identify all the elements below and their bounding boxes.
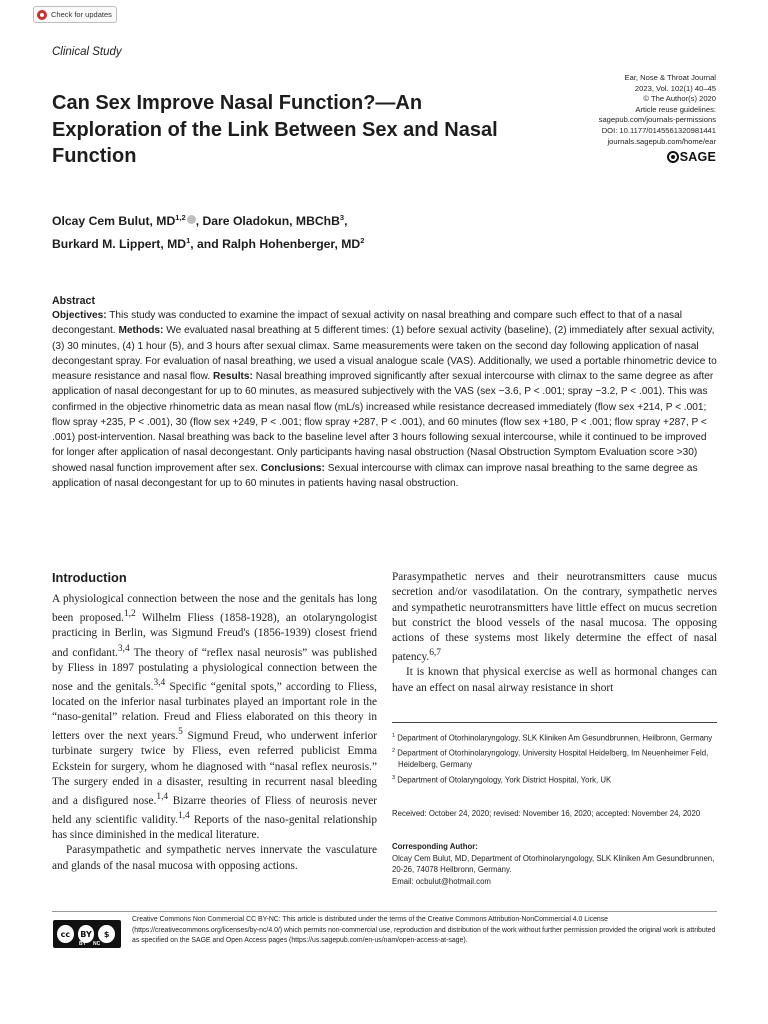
copyright: © The Author(s) 2020 <box>643 94 716 104</box>
abstract-heading: Abstract <box>52 295 95 307</box>
author-2[interactable]: , Dare Oladokun, MBChB <box>195 214 340 229</box>
corresponding-address: Olcay Cem Bulut, MD, Department of Otorhinolaryngology, SLK Kliniken Am Gesundbrunnen, 20-26, 74078 Heilbronn, Germany. <box>392 853 715 874</box>
author-1-affil: 1,2 <box>175 213 186 222</box>
intro-p1-text-f: Bizarre theories of Fliess of neurosis never held any scientific validity. <box>52 794 377 826</box>
intro-p3-text: Parasympathetic nerves and their neurotransmitters cause mucus secretion and/or vasodilatation. On the contrary, sympathetic nerves and sympathetic neurotransmitters have little effect on mucus secretion but constrict the blood vessels of the nasal mucosa. The opposing actions of these systems most likely determine the effect of nasal patency. <box>392 571 717 664</box>
cc-by-nc-license-badge[interactable] <box>53 920 121 948</box>
license-text: Creative Commons Non Commercial CC BY-NC: This article is distributed under the terms of the Creative Commons Attribution-NonCommercial 4.0 License (https://creativecommons.org/licenses/by-nc/4.0/) which permits non-commercial use, reproduction and distribution of the work without further permission provided the original work is attributed as specified on the SAGE and Open Access pages (https://us.sagepub.com/en-us/nam/open-access-at-sage). <box>132 916 716 945</box>
affiliation-number: 2 <box>392 748 396 755</box>
by-icon: BY <box>77 924 96 944</box>
license-tags <box>79 941 100 947</box>
author-2-affil: 3 <box>339 213 345 222</box>
citation[interactable]: 6,7 <box>429 648 441 659</box>
affiliation-text: Department of Otorhinolaryngology, SLK Kliniken Am Gesundbrunnen, Heilbronn, Germany <box>395 733 713 743</box>
orcid-icon[interactable] <box>187 215 196 224</box>
affiliation-2 <box>392 746 722 771</box>
citation[interactable]: 1,4 <box>177 811 190 822</box>
submission-dates: Received: October 24, 2020; revised: November 16, 2020; accepted: November 24, 2020 <box>392 809 701 818</box>
intro-paragraph-4: It is known that physical exercise as well as hormonal changes can have an effect on nasal airway resistance in short <box>392 666 717 694</box>
journal-info <box>506 73 716 163</box>
results-text: Nasal breathing improved significantly after sexual intercourse with climax to the same degree as after application of nasal decongestant for up to 60 minutes, as measured subjectively with the VAS (sex −3.6, P < .001; spray −3.2, P < .001). This was confirmed in the objective rhinometric data as mean nasal flow (mL/s) increased while resistance decreased immediately (flow sex +214, P < .001; flow spray +235, P < .001), 30 (flow sex +249, P < .001; flow spray +287, P < .001), and 60 minutes (flow sex +180, P < .001; flow spray +287, P < .001) post-intervention. Nasal breathing was back to the baseline level after 3 hours following sexual intercourse, while it continued to be improved for longer after application of nasal decongestant. Only participants having nasal obstruction (Nasal Obstruction Symptom Evaluation score >30) showed nasal function improvement after sex. <box>52 371 714 474</box>
intro-p1-text-g: Reports of the naso-genital relationship has since diminished in the medical literature. <box>52 813 377 842</box>
affiliation-number: 3 <box>392 774 396 781</box>
affiliation-number: 1 <box>392 733 396 739</box>
intro-p1-text-b: Wilhelm Fliess (1858-1928), an otolaryngologist practicing in Berlin, was Sigmund Freud's (1856-1939) closest friend and confidant. <box>52 612 377 659</box>
corresponding-email[interactable]: Email: ocbulut@hotmail.com <box>392 876 491 886</box>
objectives-label: Objectives: <box>52 310 107 321</box>
citation[interactable]: 1,4 <box>156 792 169 803</box>
objectives-text: This study was conducted to examine the impact of sexual activity on nasal breathing and compare such effect to that of a nasal decongestant. <box>52 310 682 337</box>
citation[interactable]: 1,2 <box>123 609 136 620</box>
affiliation-text: Department of Otolaryngology, York District Hospital, York, UK <box>395 775 612 785</box>
introduction-heading: Introduction <box>52 570 127 585</box>
author-list: Olcay Cem Bulut, MD$^{1,2}$ , Dare Oladokun, MBChB$^3$, Burkard M. Lippert, $MD^1$, and Ralph Hohenberger, $MD^2$ <box>52 213 365 252</box>
citation[interactable]: 3,4 <box>153 677 166 688</box>
author-3[interactable]: Burkard M. Lippert, MD <box>52 237 187 252</box>
article-type: Clinical Study <box>52 46 122 58</box>
doi[interactable]: DOI: 10.1177/0145561320981441 <box>601 125 716 135</box>
publisher-name: SAGE <box>679 149 716 164</box>
nc-icon: $ <box>97 924 116 944</box>
methods-text: We evaluated nasal breathing at 5 different times: (1) before sexual activity (baseline), (2) immediately after sexual activity, (3) 30 minutes, (4) 1 hour (5), and 3 hours after sexual climax. Same measurements were taken on the second day following application of nasal decongestant spray. For evaluation of nasal breathing, we used a visual analogue scale (VAS). Additionally, we used a portable rhinometric device to measure resistance and nasal flow. <box>52 325 717 382</box>
author-3-affil: 1 <box>186 236 191 246</box>
intro-paragraph-3 <box>392 570 717 665</box>
intro-p1-text-d: Specific “genital spots,” according to Fliess, located on the inferior nasal turbinates played an important role in the “naso-genital” relation. Freud and Fliess elaborated on this theory in letters over the next years. <box>52 680 377 743</box>
footnote-divider <box>392 722 717 723</box>
by-tag: BY <box>79 941 86 947</box>
methods-label: Methods: <box>118 325 164 337</box>
abstract-section <box>52 294 717 491</box>
journal-link[interactable]: journals.sagepub.com/home/ear <box>607 136 716 146</box>
permissions-link[interactable]: sagepub.com/journals-permissions <box>598 115 716 125</box>
author-1[interactable]: Olcay Cem Bulut, MD <box>52 214 176 229</box>
affiliation-1 <box>392 731 722 744</box>
affiliations <box>392 731 722 788</box>
corresponding-heading: Corresponding Author: <box>392 842 478 851</box>
results-label: Results: <box>212 371 253 382</box>
footer-divider <box>52 911 717 912</box>
check-updates-icon <box>37 10 47 20</box>
cc-icon: cc <box>56 924 75 944</box>
body-right-column <box>392 570 717 696</box>
author-4[interactable]: , and Ralph Hohenberger, MD <box>190 237 361 252</box>
intro-paragraph-2: Parasympathetic and sympathetic nerves innervate the vasculature and glands of the nasal mucosa with opposing actions. <box>52 844 377 872</box>
reuse-label: Article reuse guidelines: <box>635 104 716 114</box>
intro-paragraph-1 <box>52 592 377 843</box>
article-title: Can Sex Improve Nasal Function?—An Exploration of the Link Between Sex and Nasal Function <box>52 92 498 167</box>
intro-p1-text-c: The theory of “reflex nasal neurosis” was published by Fliess in 1897 postulating a physiological connection between the nose and the genitals. <box>52 646 377 693</box>
intro-p1-text-e: Sigmund Freud, who underwent inferior turbinate surgery twice by Fliess, even referred publicist Emma Eckstein for surgery, whom he diagnosed with “nasal reflex neurosis.” The surgery ended in a disaster, resulting in recurrent nasal bleeding and a disfigured nose. <box>52 730 377 807</box>
citation[interactable]: 3,4 <box>117 643 130 654</box>
author-4-affil: 2 <box>360 236 365 246</box>
corresponding-author <box>392 841 722 887</box>
check-for-updates-label: Check for updates <box>51 10 112 19</box>
body-left-column <box>52 570 377 874</box>
abstract-body <box>52 308 717 491</box>
conclusions-label: Conclusions: <box>260 462 325 474</box>
intro-p1-text-a: A physiological connection between the nose and the genitals has long been proposed. <box>52 593 377 625</box>
sage-logo <box>506 151 716 163</box>
conclusions-text: Sexual intercourse with climax can improve nasal breathing to the same degree as application of nasal decongestant for up to 60 minutes in patients having nasal obstruction. <box>52 462 698 489</box>
affiliation-text: Department of Otorhinolaryngology, University Hospital Heidelberg, Im Neuenheimer Feld, Heidelberg, Germany <box>395 748 709 770</box>
check-for-updates-button[interactable] <box>33 6 117 23</box>
journal-volume: 2023, Vol. 102(1) 40–45 <box>634 83 716 93</box>
nc-tag: NC <box>92 941 101 947</box>
journal-name: Ear, Nose & Throat Journal <box>624 73 716 82</box>
sage-logo-icon <box>667 151 679 163</box>
citation[interactable]: 5 <box>178 727 183 738</box>
affiliation-3 <box>392 773 722 786</box>
